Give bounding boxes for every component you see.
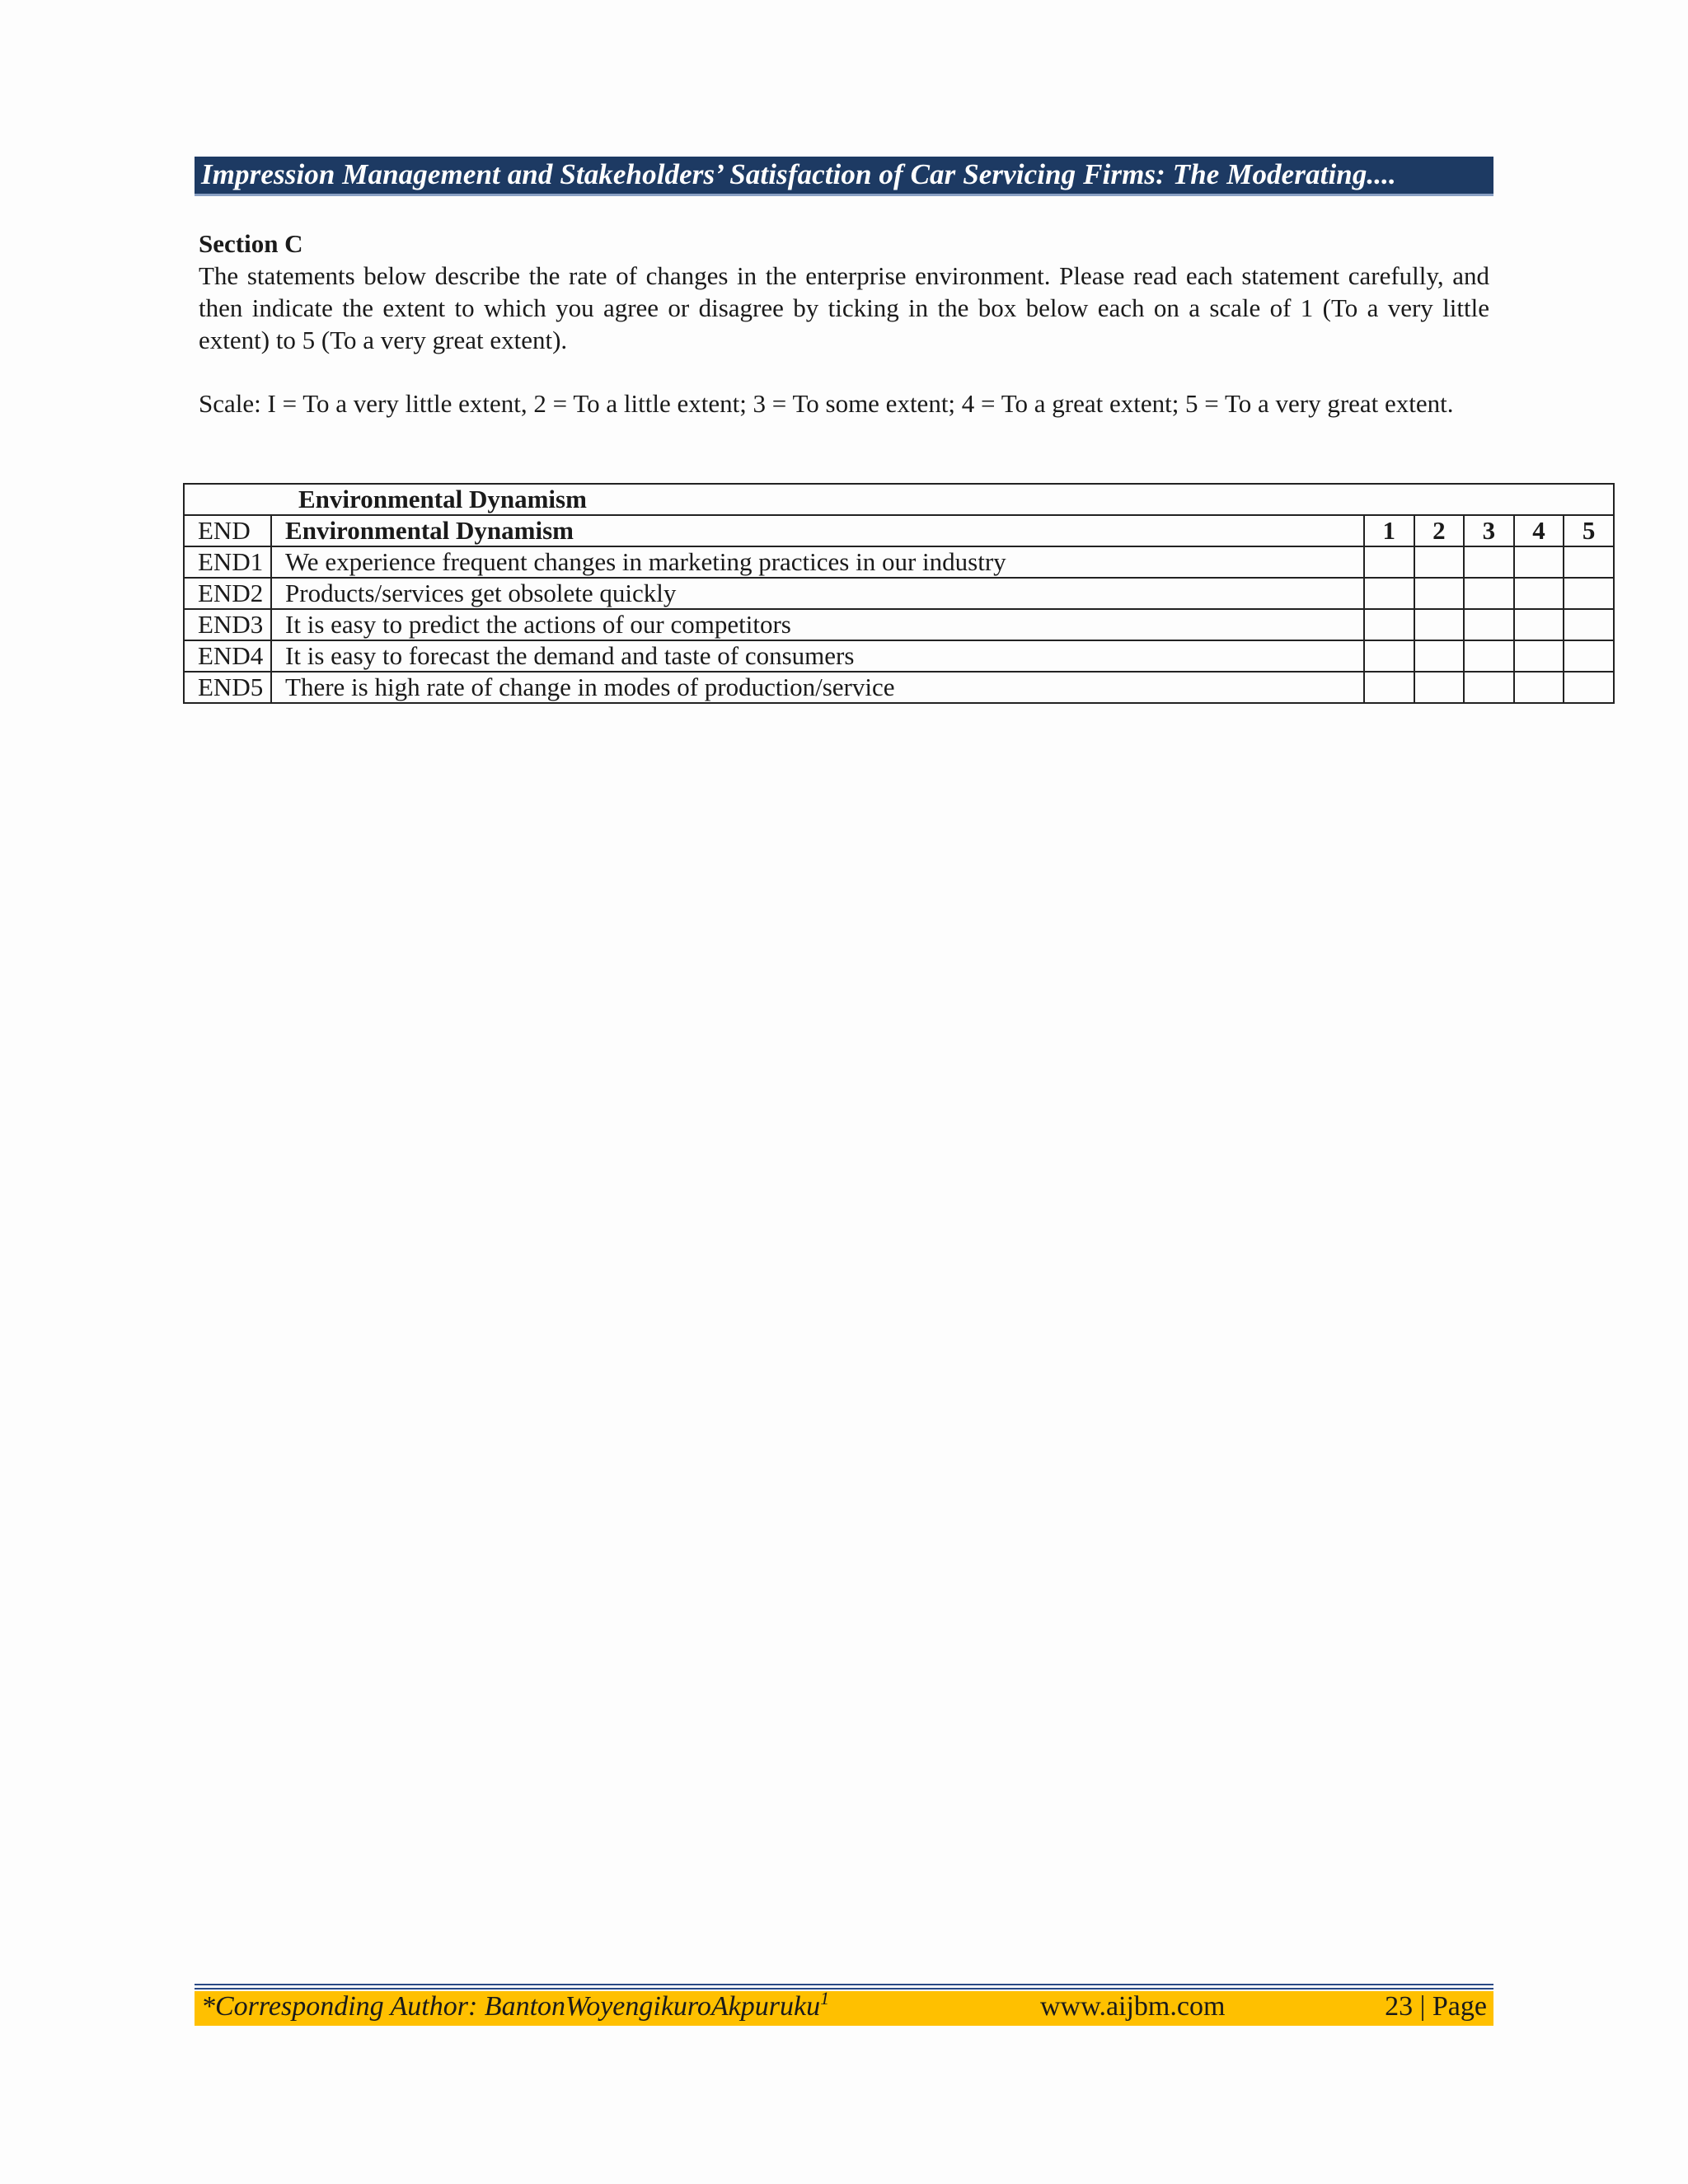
table-caption-row bbox=[184, 484, 1614, 515]
table-row bbox=[184, 609, 1614, 640]
footer-author bbox=[201, 1988, 830, 2022]
table-header-row bbox=[184, 515, 1614, 546]
rating-box-2[interactable] bbox=[1414, 672, 1465, 703]
footer-page-number: 23 | Page bbox=[1385, 1991, 1487, 2022]
running-header-title: Impression Management and Stakeholders’ Satisfaction of Car Servicing Firms: The Moderating.... bbox=[201, 158, 1396, 190]
footer-divider bbox=[195, 1984, 1493, 1990]
scale-description: Scale: I = To a very little extent, 2 = To a little extent; 3 = To some extent; 4 = To a great extent; 5 = To a very great extent. bbox=[199, 389, 1454, 418]
item-statement: We experience frequent changes in marketing practices in our industry bbox=[271, 546, 1364, 578]
rating-box-5[interactable] bbox=[1564, 578, 1614, 609]
table-caption: Environmental Dynamism bbox=[298, 485, 587, 513]
rating-box-3[interactable] bbox=[1464, 578, 1514, 609]
rating-box-3[interactable] bbox=[1464, 609, 1514, 640]
rating-box-4[interactable] bbox=[1514, 546, 1564, 578]
section-heading: Section C bbox=[199, 229, 303, 258]
scale-point-4: 4 bbox=[1514, 515, 1564, 546]
table-row bbox=[184, 640, 1614, 672]
item-code: END4 bbox=[184, 640, 271, 672]
running-header bbox=[195, 157, 1493, 196]
questionnaire-table bbox=[183, 483, 1615, 704]
item-statement: It is easy to forecast the demand and taste of consumers bbox=[271, 640, 1364, 672]
rating-box-1[interactable] bbox=[1364, 578, 1414, 609]
rating-box-4[interactable] bbox=[1514, 578, 1564, 609]
rating-box-4[interactable] bbox=[1514, 672, 1564, 703]
rating-box-2[interactable] bbox=[1414, 640, 1465, 672]
table-row bbox=[184, 672, 1614, 703]
section-intro: The statements below describe the rate of changes in the enterprise environment. Please read each statement carefully, and then indicate the extent to which you agree or disagree by ticking in the box below each on a scale of 1 (To a very little extent) to 5 (To a very great extent). bbox=[199, 261, 1489, 354]
rating-box-2[interactable] bbox=[1414, 546, 1465, 578]
item-statement: Products/services get obsolete quickly bbox=[271, 578, 1364, 609]
running-footer bbox=[195, 1988, 1493, 2026]
footer-author-name: *Corresponding Author: BantonWoyengikuroAkpuruku bbox=[201, 1991, 821, 2022]
scale-point-5: 5 bbox=[1564, 515, 1614, 546]
table-row bbox=[184, 546, 1614, 578]
rating-box-3[interactable] bbox=[1464, 640, 1514, 672]
rating-box-2[interactable] bbox=[1414, 609, 1465, 640]
scale-point-3: 3 bbox=[1464, 515, 1514, 546]
scale-point-1: 1 bbox=[1364, 515, 1414, 546]
rating-box-5[interactable] bbox=[1564, 546, 1614, 578]
header-code-cell: END bbox=[184, 515, 271, 546]
rating-box-4[interactable] bbox=[1514, 640, 1564, 672]
header-label-cell: Environmental Dynamism bbox=[271, 515, 1364, 546]
item-code: END3 bbox=[184, 609, 271, 640]
rating-box-3[interactable] bbox=[1464, 672, 1514, 703]
footer-author-superscript: 1 bbox=[820, 1988, 830, 2008]
table-row bbox=[184, 578, 1614, 609]
rating-box-1[interactable] bbox=[1364, 672, 1414, 703]
rating-box-3[interactable] bbox=[1464, 546, 1514, 578]
item-code: END5 bbox=[184, 672, 271, 703]
item-code: END2 bbox=[184, 578, 271, 609]
rating-box-1[interactable] bbox=[1364, 609, 1414, 640]
rating-box-5[interactable] bbox=[1564, 672, 1614, 703]
rating-box-1[interactable] bbox=[1364, 546, 1414, 578]
item-statement: There is high rate of change in modes of production/service bbox=[271, 672, 1364, 703]
item-statement: It is easy to predict the actions of our competitors bbox=[271, 609, 1364, 640]
rating-box-5[interactable] bbox=[1564, 609, 1614, 640]
rating-box-5[interactable] bbox=[1564, 640, 1614, 672]
rating-box-4[interactable] bbox=[1514, 609, 1564, 640]
scale-point-2: 2 bbox=[1414, 515, 1465, 546]
rating-box-1[interactable] bbox=[1364, 640, 1414, 672]
rating-box-2[interactable] bbox=[1414, 578, 1465, 609]
item-code: END1 bbox=[184, 546, 271, 578]
footer-website-link[interactable]: www.aijbm.com bbox=[1040, 1991, 1226, 2022]
